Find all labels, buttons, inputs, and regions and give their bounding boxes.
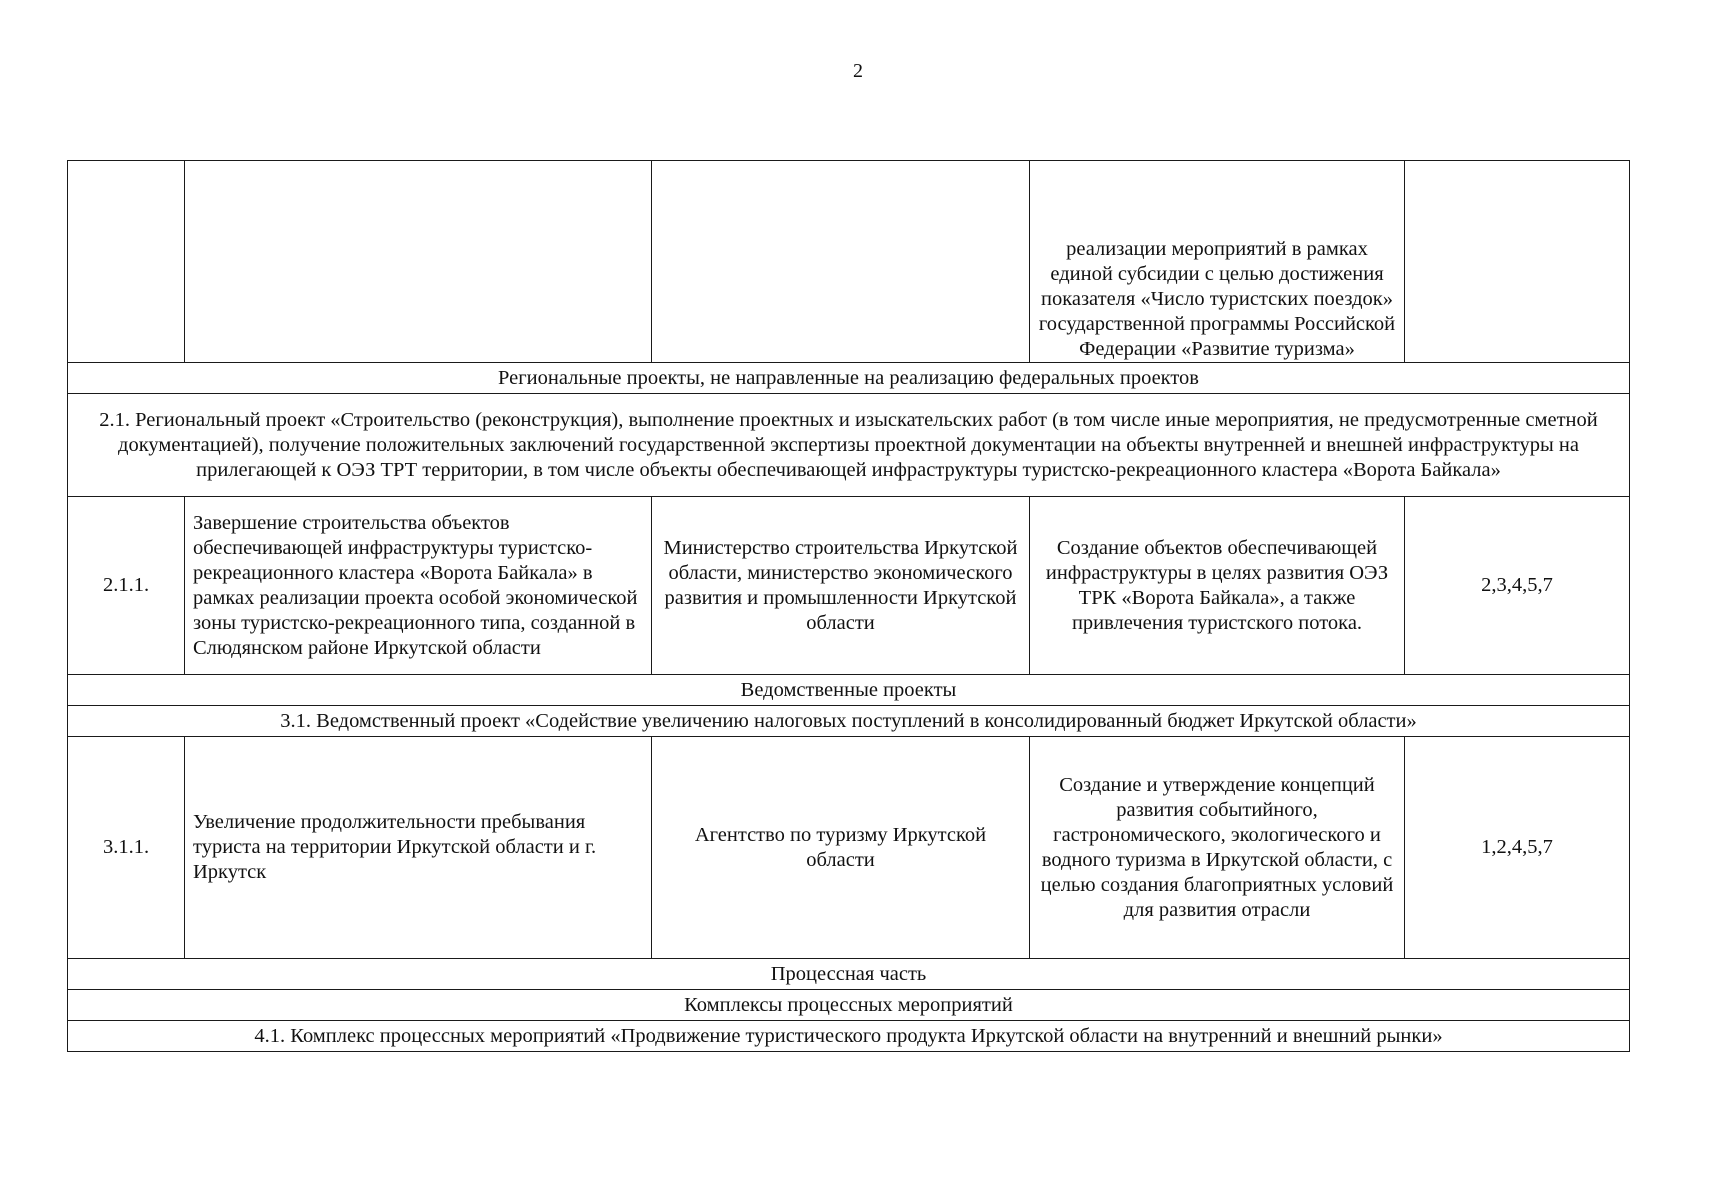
project-header-2-1: [68, 394, 1630, 497]
section-header-process: [68, 959, 1630, 990]
section-header-regional: [68, 363, 1630, 394]
cell-responsible: Агентство по туризму Иркутской области: [652, 737, 1030, 959]
complex-title: 4.1. Комплекс процессных мероприятий «Продвижение туристического продукта Иркутской области на внутренний и внешний рынки»: [68, 1021, 1630, 1052]
cell-responsible: Министерство строительства Иркутской области, министерство экономического развития и промышленности Иркутской области: [652, 497, 1030, 675]
complex-header-4-1: [68, 1021, 1630, 1052]
table-row-3-1-1: [68, 737, 1630, 959]
cell-number: 2.1.1.: [68, 497, 185, 675]
section-title: Ведомственные проекты: [68, 675, 1630, 706]
page-number: 2: [853, 60, 863, 82]
table-row-continuation: [68, 161, 1630, 363]
section-title: Комплексы процессных мероприятий: [68, 990, 1630, 1021]
section-header-complexes: [68, 990, 1630, 1021]
cell-empty: [185, 161, 652, 363]
cell-effect: Создание объектов обеспечивающей инфраструктуры в целях развития ОЭЗ ТРК «Ворота Байкала», а также привлечения туристского потока.: [1030, 497, 1405, 675]
project-title: 2.1. Региональный проект «Строительство (реконструкция), выполнение проектных и изыскательских работ (в том числе иные мероприятия, не предусмотренные сметной документацией), получение положительных заключений государственной экспертизы проектной документации на объекты внутренней и внешней инфраструктуры на прилегающей к ОЭЗ ТРТ территории, в том числе объекты обеспечивающей инфраструктуры туристско-рекреационного кластера «Ворота Байкала»: [68, 394, 1630, 497]
cell-task: Увеличение продолжительности пребывания туриста на территории Иркутской области и г. Иркутск: [185, 737, 652, 959]
section-title: Процессная часть: [68, 959, 1630, 990]
measures-table: [67, 160, 1630, 1052]
cell-indicators: 2,3,4,5,7: [1405, 497, 1630, 675]
cell-effect-continuation: реализации мероприятий в рамках единой субсидии с целью достижения показателя «Число туристских поездок» государственной программы Российской Федерации «Развитие туризма»: [1030, 161, 1405, 363]
section-header-departmental: [68, 675, 1630, 706]
table-row-2-1-1: [68, 497, 1630, 675]
section-title: Региональные проекты, не направленные на реализацию федеральных проектов: [68, 363, 1630, 394]
project-header-3-1: [68, 706, 1630, 737]
cell-empty: [652, 161, 1030, 363]
project-title: 3.1. Ведомственный проект «Содействие увеличению налоговых поступлений в консолидированный бюджет Иркутской области»: [68, 706, 1630, 737]
cell-empty: [68, 161, 185, 363]
cell-task: Завершение строительства объектов обеспечивающей инфраструктуры туристско-рекреационного кластера «Ворота Байкала» в рамках реализации проекта особой экономической зоны туристско-рекреационного типа, созданной в Слюдянском районе Иркутской области: [185, 497, 652, 675]
cell-empty: [1405, 161, 1630, 363]
cell-indicators: 1,2,4,5,7: [1405, 737, 1630, 959]
cell-number: 3.1.1.: [68, 737, 185, 959]
cell-effect: Создание и утверждение концепций развития событийного, гастрономического, экологического и водного туризма в Иркутской области, с целью создания благоприятных условий для развития отрасли: [1030, 737, 1405, 959]
